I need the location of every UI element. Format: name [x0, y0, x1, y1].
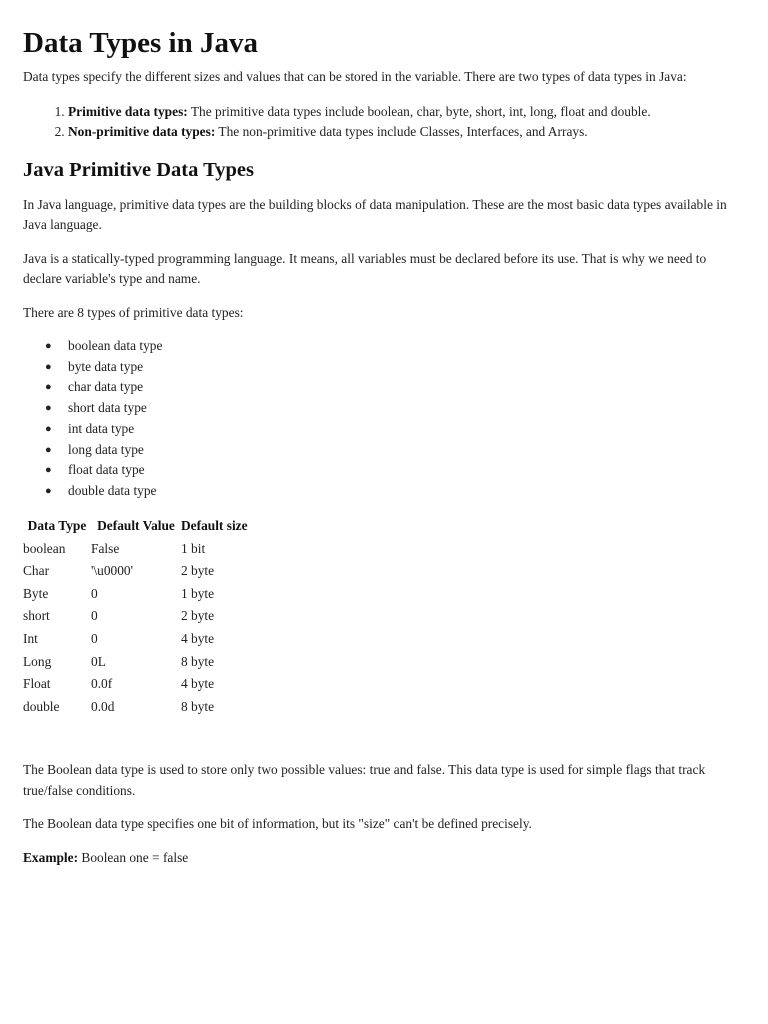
table-row — [23, 628, 301, 651]
example-paragraph — [23, 848, 744, 869]
table-cell: 4 byte — [181, 631, 215, 646]
list-item: ● char data type — [23, 377, 744, 398]
boolean-size-paragraph: The Boolean data type specifies one bit of information, but its "size" can't be defined precisely. — [23, 816, 532, 832]
table-cell: Char — [23, 563, 50, 579]
category-text: The non-primitive data types include Classes, Interfaces, and Arrays. — [215, 124, 588, 139]
table-cell: False — [91, 540, 120, 556]
table-row — [23, 583, 301, 606]
list-item: ● double data type — [23, 481, 744, 502]
section-heading: Java Primitive Data Types — [23, 158, 254, 181]
bullet-icon: ● — [45, 340, 52, 352]
category-label: Primitive data types: — [68, 103, 188, 119]
list-item: ● float data type — [23, 460, 744, 481]
table-cell: Int — [23, 631, 38, 646]
table-cell: 1 bit — [181, 540, 206, 556]
table-cell: 0 — [91, 585, 98, 601]
page-title: Data Types in Java — [23, 27, 258, 59]
spacer — [23, 718, 744, 760]
list-item-primitive — [68, 102, 744, 123]
list-item-non-primitive — [68, 122, 744, 143]
list-item: ● long data type — [23, 440, 744, 461]
primitive-types-list — [23, 336, 744, 502]
table-row — [23, 696, 301, 719]
bullet-icon: ● — [45, 443, 52, 456]
table-cell: boolean — [23, 540, 66, 556]
table-cell: Long — [23, 653, 52, 669]
example-code: Boolean one = false — [78, 849, 189, 865]
table-cell: 0L — [91, 653, 106, 669]
table-cell: 0 — [91, 631, 98, 646]
category-text: The primitive data types include boolean, char, byte, short, int, long, float and double. — [187, 103, 651, 119]
bullet-icon: ● — [45, 402, 52, 415]
paragraph-eight-types: There are 8 types of primitive data types: — [23, 304, 244, 320]
table-cell: 1 byte — [181, 585, 215, 601]
table-cell: Float — [23, 676, 51, 692]
column-header-default-value: Default Value — [97, 517, 175, 533]
table-cell: 0.0d — [91, 698, 115, 714]
table-cell: short — [23, 608, 50, 624]
table-cell: 8 byte — [181, 653, 215, 669]
intro-paragraph: Data types specify the different sizes and values that can be stored in the variable. There are two types of data types in Java: — [23, 69, 687, 84]
table-row — [23, 651, 301, 674]
default-values-table — [23, 516, 301, 719]
table-cell: 0 — [91, 608, 98, 624]
table-header-row — [23, 516, 301, 538]
paragraph-building-blocks: In Java language, primitive data types are the building blocks of data manipulation. These are the most basic data types available in Java language. — [23, 196, 727, 232]
list-item: ● short data type — [23, 398, 744, 419]
table-cell: Byte — [23, 585, 49, 601]
boolean-description-paragraph: The Boolean data type is used to store only two possible values: true and false. This data type is used for simple flags that track true/false conditions. — [23, 762, 706, 798]
list-item: ● byte data type — [23, 357, 744, 378]
column-header-data-type: Data Type — [27, 517, 87, 533]
data-type-categories-list — [23, 102, 744, 143]
list-item: ● int data type — [23, 419, 744, 440]
table-row — [23, 605, 301, 628]
column-header-default-size: Default size — [181, 517, 248, 533]
category-label: Non-primitive data types: — [68, 124, 216, 139]
table-cell: 8 byte — [181, 698, 215, 714]
table-row — [23, 673, 301, 696]
table-row — [23, 538, 301, 561]
table-cell: '\u0000' — [91, 563, 134, 579]
table-cell: 0.0f — [91, 676, 113, 692]
table-cell: double — [23, 698, 60, 714]
bullet-icon: ● — [45, 381, 52, 394]
table-cell: 2 byte — [181, 608, 215, 624]
paragraph-statically-typed: Java is a statically-typed programming language. It means, all variables must be declared before its use. That is why we need to declare variable's type and name. — [23, 250, 707, 286]
example-label: Example: — [23, 849, 79, 865]
bullet-icon: ● — [45, 484, 52, 497]
table-cell: 2 byte — [181, 563, 215, 579]
table-row — [23, 560, 301, 583]
table-cell: 4 byte — [181, 676, 215, 692]
bullet-icon: ● — [45, 360, 52, 373]
list-item: ● boolean data type — [23, 336, 744, 357]
bullet-icon: ● — [45, 422, 52, 435]
bullet-icon: ● — [45, 464, 52, 477]
